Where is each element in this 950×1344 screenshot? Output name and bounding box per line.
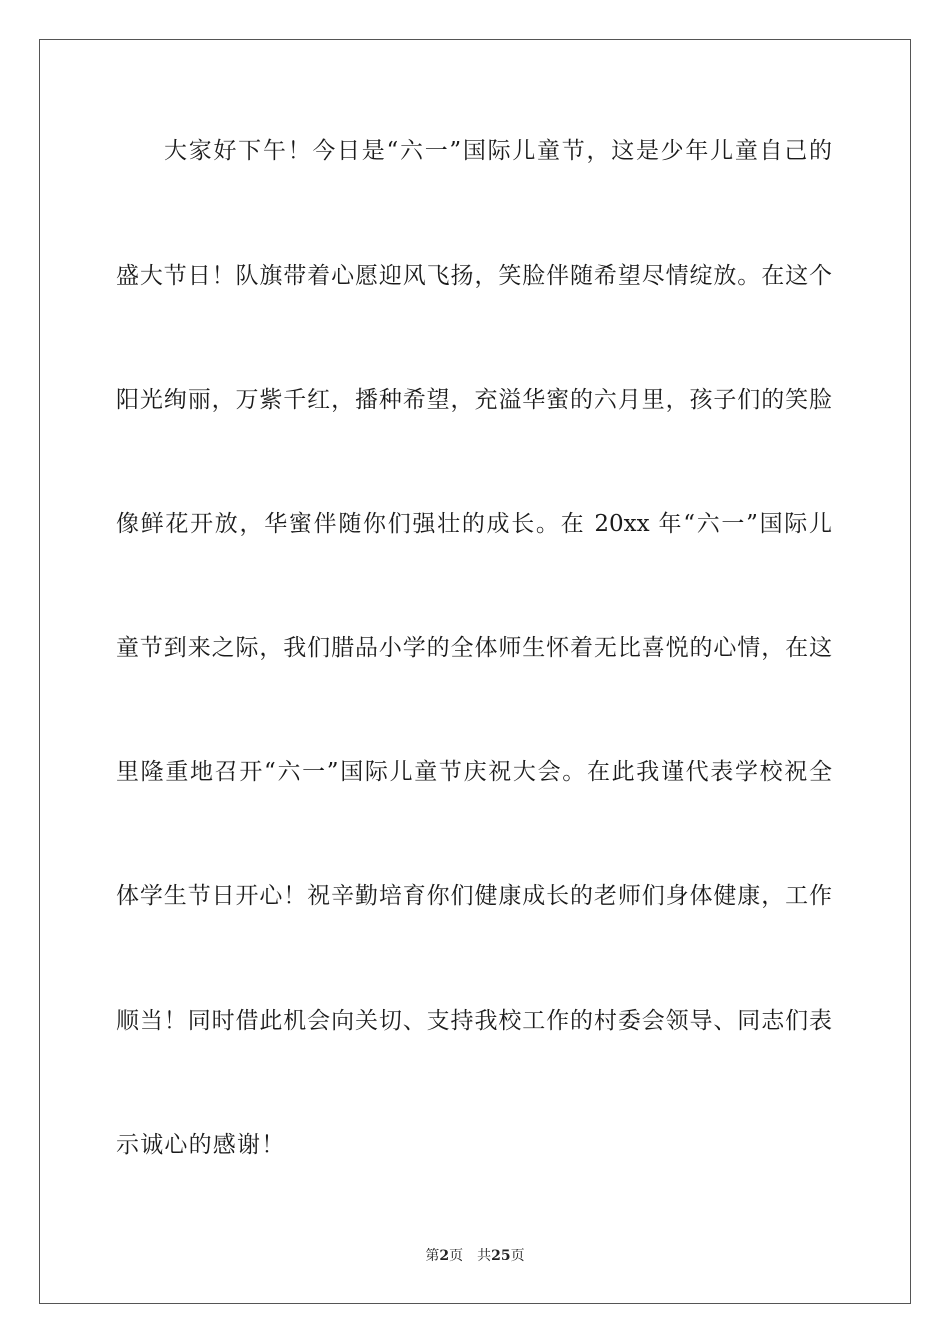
paragraph-line-3: 阳光绚丽，万紫千红，播种希望，充溢华蜜的六月里，孩子们的笑脸: [116, 387, 832, 413]
paragraph-line-4: 像鲜花开放，华蜜伴随你们强壮的成长。在 20xx 年“六一”国际儿: [116, 511, 832, 537]
paragraph-line-6: 里隆重地召开“六一”国际儿童节庆祝大会。在此我谨代表学校祝全: [116, 759, 832, 785]
paragraph-line-5: 童节到来之际，我们腊品小学的全体师生怀着无比喜悦的心情，在这: [116, 635, 832, 661]
paragraph-line-2: 盛大节日！队旗带着心愿迎风飞扬，笑脸伴随希望尽情绽放。在这个: [116, 263, 832, 289]
footer-total-pages: 25: [491, 1248, 511, 1264]
page-footer: [0, 1246, 950, 1266]
paragraph-line-8: 顺当！同时借此机会向关切、支持我校工作的村委会领导、同志们表: [116, 1008, 832, 1034]
footer-page-number: 2: [439, 1248, 450, 1264]
paragraph-line-1: 大家好下午！今日是“六一”国际儿童节，这是少年儿童自己的: [164, 138, 832, 164]
footer-page-prefix: 第: [425, 1248, 440, 1264]
page-frame: [39, 39, 911, 1304]
footer-total-suffix: 页: [510, 1248, 525, 1264]
paragraph-line-7: 体学生节日开心！祝辛勤培育你们健康成长的老师们身体健康，工作: [116, 883, 832, 909]
footer-page-suffix: 页: [449, 1248, 464, 1264]
paragraph-line-9: 示诚心的感谢！: [116, 1132, 286, 1158]
footer-total-prefix: 共: [477, 1248, 492, 1264]
